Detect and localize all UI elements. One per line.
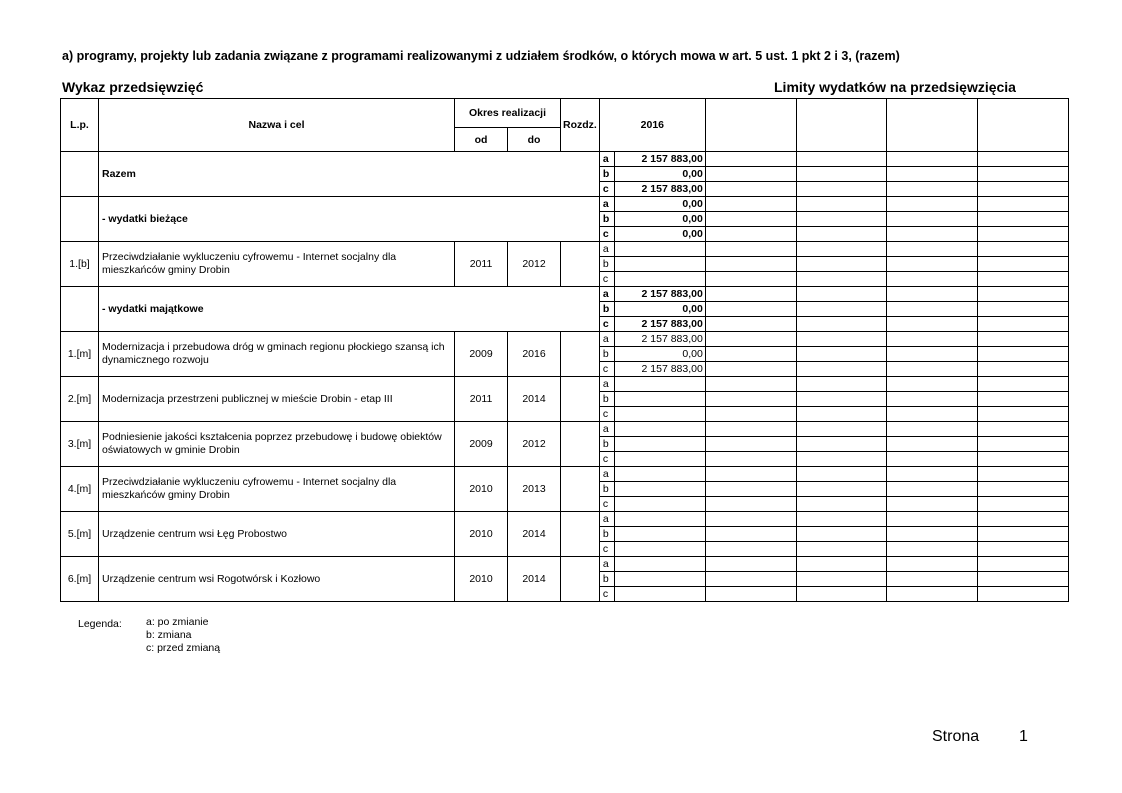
row-variant: a [599,512,614,527]
empty-cell [796,197,886,212]
row-value-2016: 0,00 [614,212,705,227]
legend-label: Legenda: [78,618,122,630]
row-value-2016 [614,527,705,542]
empty-cell [977,257,1068,272]
empty-cell [977,452,1068,467]
row-variant: a [599,197,614,212]
row-name: Przeciwdziałanie wykluczeniu cyfrowemu - Internet socjalny dla mieszkańców gminy Drobin [99,467,455,512]
empty-cell [886,572,977,587]
row-name: Podniesienie jakości kształcenia poprzez przebudowę i budowę obiektów oświatowych w gminie Drobin [99,422,455,467]
row-from: 2010 [455,467,508,512]
empty-cell [977,557,1068,572]
empty-cell [977,347,1068,362]
empty-cell [886,557,977,572]
row-variant: b [599,302,614,317]
empty-cell [886,317,977,332]
empty-cell [796,212,886,227]
row-variant: a [599,377,614,392]
empty-cell [886,287,977,302]
empty-cell [977,197,1068,212]
row-to: 2014 [508,377,561,422]
empty-cell [705,317,796,332]
row-variant: b [599,257,614,272]
row-from: 2010 [455,557,508,602]
empty-cell [977,422,1068,437]
row-value-2016 [614,437,705,452]
empty-cell [977,572,1068,587]
row-value-2016 [614,272,705,287]
empty-cell [796,377,886,392]
empty-cell [977,377,1068,392]
empty-cell [705,287,796,302]
row-section [561,377,600,422]
empty-cell [977,587,1068,602]
empty-cell [796,242,886,257]
projects-table [60,98,1069,602]
empty-cell [796,182,886,197]
row-section [561,467,600,512]
empty-cell [886,482,977,497]
header-name: Nazwa i cel [99,99,455,152]
empty-cell [796,527,886,542]
row-section [561,557,600,602]
empty-cell [977,332,1068,347]
empty-cell [705,512,796,527]
row-value-2016: 2 157 883,00 [614,317,705,332]
row-variant: b [599,392,614,407]
table-row [61,287,1069,302]
empty-cell [796,362,886,377]
empty-cell [705,242,796,257]
row-name: - wydatki majątkowe [99,287,600,332]
empty-cell [886,167,977,182]
row-variant: a [599,557,614,572]
row-value-2016 [614,257,705,272]
empty-cell [886,272,977,287]
row-value-2016: 2 157 883,00 [614,362,705,377]
empty-cell [886,587,977,602]
row-from: 2009 [455,332,508,377]
empty-cell [977,362,1068,377]
row-to: 2013 [508,467,561,512]
empty-cell [886,542,977,557]
empty-cell [705,257,796,272]
header-empty-col [796,99,886,152]
row-variant: c [599,407,614,422]
empty-cell [886,152,977,167]
row-variant: c [599,587,614,602]
empty-cell [796,497,886,512]
row-to: 2016 [508,332,561,377]
row-variant: a [599,287,614,302]
empty-cell [705,452,796,467]
document-title: a) programy, projekty lub zadania związane z programami realizowanymi z udziałem środków, o których mowa w art. 5 ust. 1 pkt 2 i 3, (razem) [62,49,900,63]
legend-item: a: po zmianie [146,616,209,628]
row-value-2016: 2 157 883,00 [614,182,705,197]
empty-cell [886,377,977,392]
empty-cell [796,452,886,467]
row-value-2016 [614,497,705,512]
row-from: 2011 [455,377,508,422]
row-name: - wydatki bieżące [99,197,600,242]
empty-cell [796,347,886,362]
row-variant: b [599,572,614,587]
row-lp: 4.[m] [61,467,99,512]
row-lp [61,152,99,197]
table-row [61,557,1069,572]
row-section [561,332,600,377]
empty-cell [886,257,977,272]
empty-cell [886,242,977,257]
empty-cell [977,242,1068,257]
row-value-2016 [614,557,705,572]
row-value-2016 [614,512,705,527]
row-name: Przeciwdziałanie wykluczeniu cyfrowemu - Internet socjalny dla mieszkańców gminy Drobin [99,242,455,287]
empty-cell [796,317,886,332]
empty-cell [796,467,886,482]
empty-cell [886,227,977,242]
row-section [561,512,600,557]
row-variant: c [599,182,614,197]
row-value-2016 [614,407,705,422]
row-variant: b [599,437,614,452]
header-empty-col [886,99,977,152]
header-year: 2016 [599,99,705,152]
empty-cell [705,557,796,572]
empty-cell [796,422,886,437]
empty-cell [977,317,1068,332]
header-to: do [508,128,561,152]
empty-cell [977,302,1068,317]
empty-cell [705,392,796,407]
empty-cell [886,347,977,362]
row-value-2016 [614,542,705,557]
row-value-2016 [614,482,705,497]
empty-cell [886,497,977,512]
row-lp [61,287,99,332]
empty-cell [796,287,886,302]
list-title: Wykaz przedsięwzięć [62,79,204,95]
legend-item: c: przed zmianą [146,642,221,654]
row-lp: 3.[m] [61,422,99,467]
row-from: 2009 [455,422,508,467]
row-name: Razem [99,152,600,197]
empty-cell [705,182,796,197]
empty-cell [796,407,886,422]
row-section [561,422,600,467]
empty-cell [705,407,796,422]
empty-cell [796,512,886,527]
empty-cell [977,287,1068,302]
empty-cell [886,182,977,197]
row-value-2016: 0,00 [614,227,705,242]
row-variant: a [599,422,614,437]
row-to: 2014 [508,512,561,557]
row-from: 2011 [455,242,508,287]
empty-cell [796,587,886,602]
empty-cell [977,212,1068,227]
header-lp: L.p. [61,99,99,152]
empty-cell [886,302,977,317]
row-value-2016 [614,467,705,482]
page-number: 1 [1019,728,1028,745]
empty-cell [705,272,796,287]
row-value-2016: 0,00 [614,167,705,182]
row-variant: c [599,542,614,557]
empty-cell [705,167,796,182]
empty-cell [796,302,886,317]
empty-cell [886,212,977,227]
row-variant: b [599,167,614,182]
empty-cell [796,542,886,557]
empty-cell [705,212,796,227]
empty-cell [705,437,796,452]
empty-cell [705,497,796,512]
empty-cell [977,182,1068,197]
empty-cell [796,272,886,287]
empty-cell [886,422,977,437]
empty-cell [886,197,977,212]
row-variant: b [599,347,614,362]
empty-cell [796,437,886,452]
empty-cell [977,512,1068,527]
header-empty-col [977,99,1068,152]
limits-title: Limity wydatków na przedsięwzięcia [774,79,1016,95]
empty-cell [977,407,1068,422]
empty-cell [977,497,1068,512]
table-row [61,422,1069,437]
empty-cell [886,332,977,347]
row-lp: 6.[m] [61,557,99,602]
empty-cell [705,332,796,347]
row-variant: c [599,452,614,467]
empty-cell [977,227,1068,242]
row-variant: b [599,212,614,227]
header-section: Rozdz. [561,99,600,152]
row-value-2016 [614,452,705,467]
empty-cell [705,362,796,377]
page-label: Strona [932,728,980,745]
row-name: Urządzenie centrum wsi Łęg Probostwo [99,512,455,557]
table-row [61,512,1069,527]
table-row [61,242,1069,257]
row-to: 2012 [508,422,561,467]
empty-cell [977,542,1068,557]
row-section [561,242,600,287]
empty-cell [977,437,1068,452]
empty-cell [705,482,796,497]
row-name: Modernizacja przestrzeni publicznej w mieście Drobin - etap III [99,377,455,422]
row-name: Urządzenie centrum wsi Rogotwórsk i Kozłowo [99,557,455,602]
table-row [61,197,1069,212]
row-value-2016: 0,00 [614,197,705,212]
empty-cell [886,362,977,377]
empty-cell [796,152,886,167]
header-period: Okres realizacji [455,99,561,128]
empty-cell [796,167,886,182]
empty-cell [705,227,796,242]
row-variant: c [599,317,614,332]
empty-cell [796,557,886,572]
row-value-2016: 0,00 [614,302,705,317]
row-value-2016 [614,242,705,257]
empty-cell [977,482,1068,497]
empty-cell [705,572,796,587]
legend-item: b: zmiana [146,629,192,641]
row-from: 2010 [455,512,508,557]
row-value-2016 [614,587,705,602]
empty-cell [977,467,1068,482]
row-value-2016: 0,00 [614,347,705,362]
empty-cell [886,467,977,482]
row-value-2016: 2 157 883,00 [614,287,705,302]
table-row [61,152,1069,167]
empty-cell [886,527,977,542]
empty-cell [705,347,796,362]
row-variant: a [599,152,614,167]
empty-cell [705,377,796,392]
header-from: od [455,128,508,152]
row-lp [61,197,99,242]
row-variant: c [599,272,614,287]
header-empty-col [705,99,796,152]
empty-cell [977,152,1068,167]
empty-cell [977,392,1068,407]
row-value-2016 [614,572,705,587]
table-row [61,332,1069,347]
empty-cell [886,437,977,452]
table-row [61,467,1069,482]
empty-cell [886,392,977,407]
row-variant: c [599,362,614,377]
row-variant: b [599,482,614,497]
row-value-2016: 2 157 883,00 [614,332,705,347]
row-variant: a [599,467,614,482]
row-lp: 1.[m] [61,332,99,377]
empty-cell [796,332,886,347]
empty-cell [705,152,796,167]
empty-cell [705,467,796,482]
empty-cell [705,542,796,557]
row-variant: b [599,527,614,542]
table-row [61,377,1069,392]
empty-cell [886,452,977,467]
row-to: 2012 [508,242,561,287]
row-name: Modernizacja i przebudowa dróg w gminach regionu płockiego szansą ich dynamicznego rozwoju [99,332,455,377]
empty-cell [705,197,796,212]
empty-cell [977,527,1068,542]
row-value-2016 [614,422,705,437]
row-lp: 1.[b] [61,242,99,287]
row-variant: a [599,332,614,347]
empty-cell [796,392,886,407]
row-value-2016 [614,377,705,392]
empty-cell [796,482,886,497]
row-variant: c [599,497,614,512]
legend [146,616,220,655]
empty-cell [886,512,977,527]
empty-cell [886,407,977,422]
empty-cell [796,227,886,242]
empty-cell [705,302,796,317]
empty-cell [705,422,796,437]
empty-cell [705,527,796,542]
empty-cell [977,167,1068,182]
empty-cell [796,257,886,272]
row-value-2016: 2 157 883,00 [614,152,705,167]
row-variant: a [599,242,614,257]
row-to: 2014 [508,557,561,602]
row-lp: 5.[m] [61,512,99,557]
empty-cell [796,572,886,587]
empty-cell [705,587,796,602]
row-variant: c [599,227,614,242]
row-lp: 2.[m] [61,377,99,422]
empty-cell [977,272,1068,287]
row-value-2016 [614,392,705,407]
